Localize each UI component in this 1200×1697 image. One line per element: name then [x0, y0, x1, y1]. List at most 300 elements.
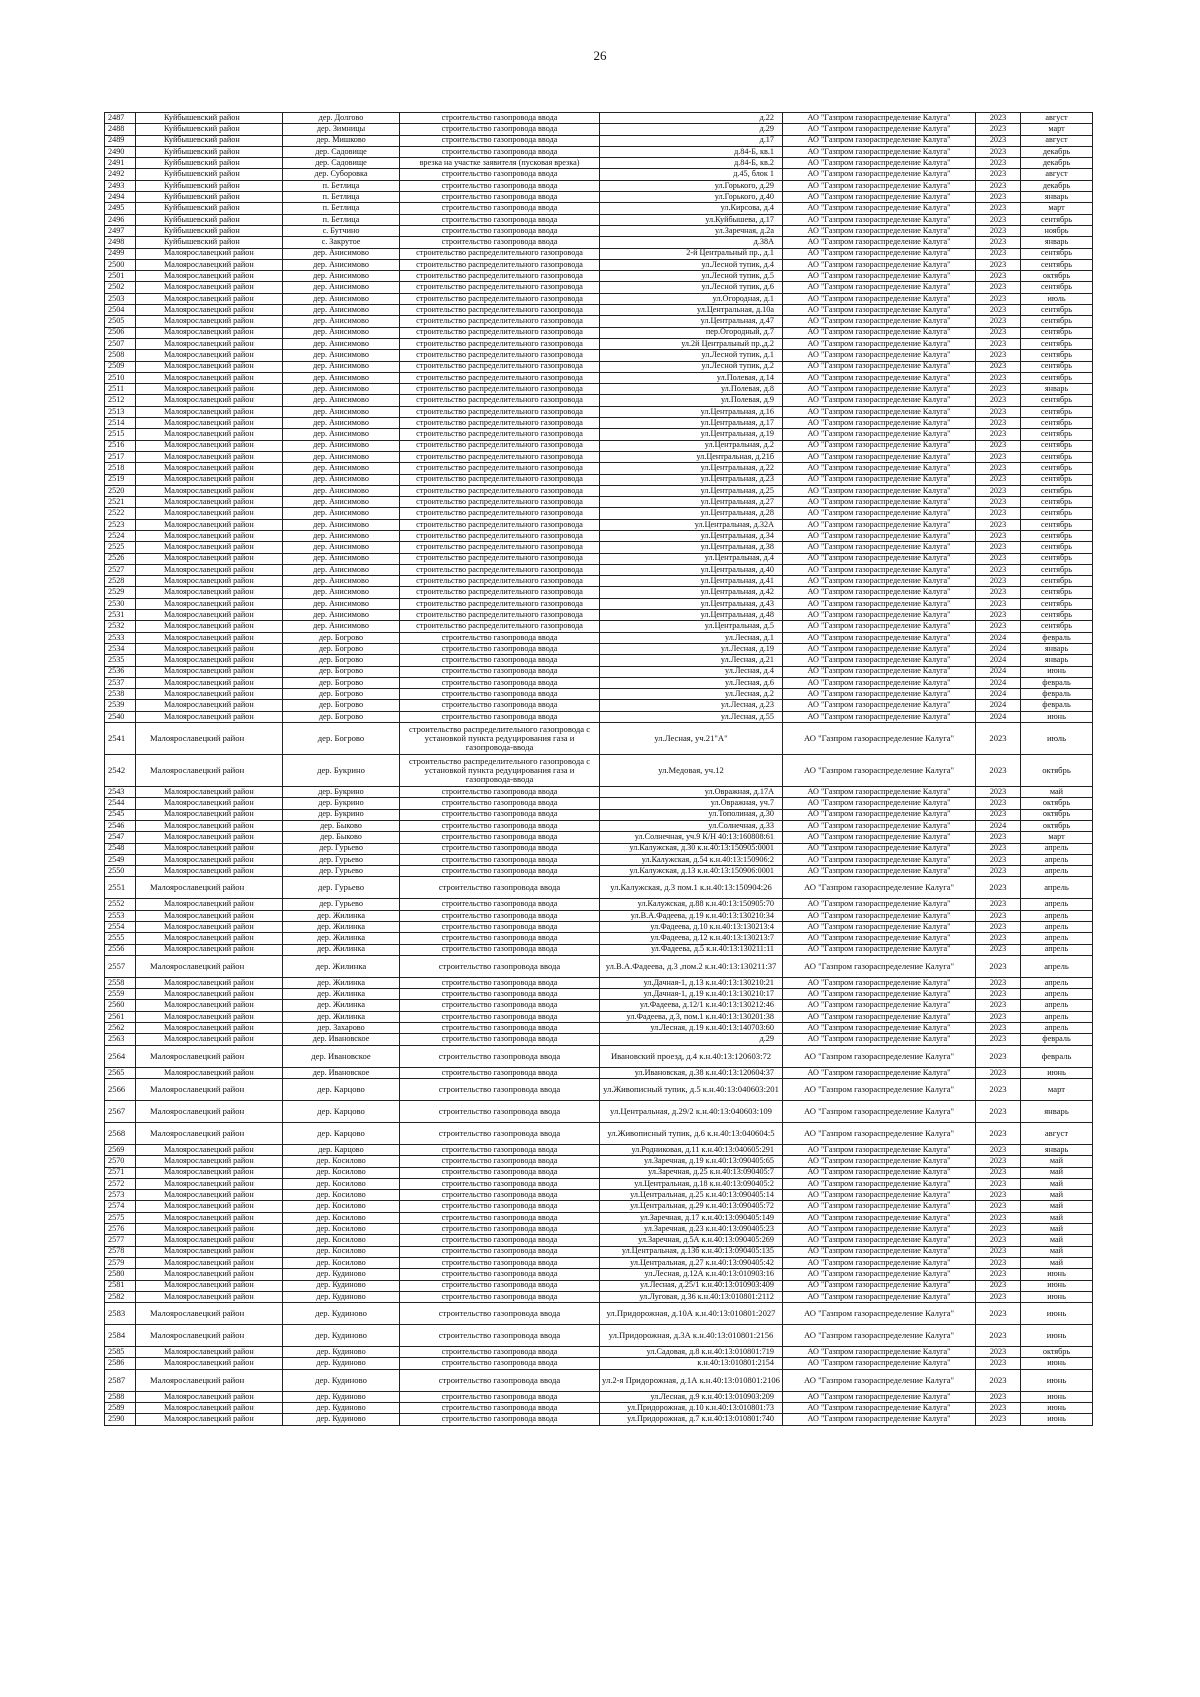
- settlement-cell: п. Бетлица: [283, 192, 400, 203]
- district-cell: Малоярославецкий район: [136, 485, 283, 496]
- year-cell: 2023: [976, 621, 1021, 632]
- month-cell: сентябрь: [1021, 542, 1093, 553]
- row-number-cell: 2586: [105, 1358, 136, 1369]
- table-row: [105, 361, 1093, 372]
- month-cell: июль: [1021, 723, 1093, 755]
- row-number-cell: 2564: [105, 1045, 136, 1067]
- settlement-cell: дер. Кудиново: [283, 1391, 400, 1402]
- organization-cell: АО "Газпром газораспределение Калуга": [783, 338, 976, 349]
- row-number-cell: 2554: [105, 922, 136, 933]
- table-row: [105, 1403, 1093, 1414]
- district-cell: Малоярославецкий район: [136, 259, 283, 270]
- year-cell: 2024: [976, 689, 1021, 700]
- year-cell: 2023: [976, 1156, 1021, 1167]
- table-row: [105, 406, 1093, 417]
- settlement-cell: дер. Косилово: [283, 1156, 400, 1167]
- district-cell: Малоярославецкий район: [136, 700, 283, 711]
- district-cell: Малоярославецкий район: [136, 798, 283, 809]
- month-cell: февраль: [1021, 1034, 1093, 1045]
- address-cell: д.45, блок 1: [600, 169, 783, 180]
- month-cell: сентябрь: [1021, 564, 1093, 575]
- district-cell: Малоярославецкий район: [136, 666, 283, 677]
- year-cell: 2023: [976, 395, 1021, 406]
- table-row: [105, 1067, 1093, 1078]
- organization-cell: АО "Газпром газораспределение Калуга": [783, 1212, 976, 1223]
- organization-cell: АО "Газпром газораспределение Калуга": [783, 1178, 976, 1189]
- row-number-cell: 2579: [105, 1257, 136, 1268]
- year-cell: 2023: [976, 384, 1021, 395]
- table-row: [105, 899, 1093, 910]
- address-cell: ул.Лесная, д.25/1 к.н.40:13:010903:409: [600, 1280, 783, 1291]
- work-type-cell: строительство распределительного газопровода: [400, 587, 600, 598]
- organization-cell: АО "Газпром газораспределение Калуга": [783, 711, 976, 722]
- month-cell: июнь: [1021, 1391, 1093, 1402]
- year-cell: 2023: [976, 1100, 1021, 1122]
- table-row: [105, 135, 1093, 146]
- table-row: [105, 508, 1093, 519]
- year-cell: 2023: [976, 485, 1021, 496]
- address-cell: д.84-Б, кв.1: [600, 146, 783, 157]
- month-cell: июнь: [1021, 1269, 1093, 1280]
- row-number-cell: 2542: [105, 755, 136, 787]
- address-cell: ул.Живописный тупик, д.6 к.н.40:13:040604:5: [600, 1122, 783, 1144]
- year-cell: 2023: [976, 1000, 1021, 1011]
- month-cell: сентябрь: [1021, 497, 1093, 508]
- month-cell: июнь: [1021, 1325, 1093, 1347]
- table-row: [105, 305, 1093, 316]
- work-type-cell: строительство распределительного газопровода: [400, 338, 600, 349]
- month-cell: сентябрь: [1021, 440, 1093, 451]
- year-cell: 2023: [976, 553, 1021, 564]
- month-cell: апрель: [1021, 877, 1093, 899]
- table-row: [105, 1011, 1093, 1022]
- work-type-cell: строительство газопровода ввода: [400, 866, 600, 877]
- work-type-cell: строительство газопровода ввода: [400, 854, 600, 865]
- row-number-cell: 2580: [105, 1269, 136, 1280]
- organization-cell: АО "Газпром газораспределение Калуга": [783, 542, 976, 553]
- month-cell: март: [1021, 203, 1093, 214]
- work-type-cell: строительство газопровода ввода: [400, 225, 600, 236]
- work-type-cell: строительство распределительного газопровода: [400, 305, 600, 316]
- year-cell: 2023: [976, 1347, 1021, 1358]
- settlement-cell: дер. Садовище: [283, 158, 400, 169]
- month-cell: июнь: [1021, 1280, 1093, 1291]
- organization-cell: АО "Газпром газораспределение Калуга": [783, 451, 976, 462]
- year-cell: 2023: [976, 350, 1021, 361]
- work-type-cell: строительство распределительного газопровода: [400, 451, 600, 462]
- year-cell: 2023: [976, 843, 1021, 854]
- organization-cell: АО "Газпром газораспределение Калуга": [783, 700, 976, 711]
- row-number-cell: 2521: [105, 497, 136, 508]
- year-cell: 2023: [976, 542, 1021, 553]
- district-cell: Малоярославецкий район: [136, 508, 283, 519]
- address-cell: ул.Полевая, д.9: [600, 395, 783, 406]
- month-cell: январь: [1021, 237, 1093, 248]
- settlement-cell: дер. Жилинка: [283, 1011, 400, 1022]
- row-number-cell: 2556: [105, 944, 136, 955]
- organization-cell: АО "Газпром газораспределение Калуга": [783, 1414, 976, 1425]
- month-cell: сентябрь: [1021, 327, 1093, 338]
- month-cell: май: [1021, 787, 1093, 798]
- organization-cell: АО "Газпром газораспределение Калуга": [783, 1156, 976, 1167]
- organization-cell: АО "Газпром газораспределение Калуга": [783, 271, 976, 282]
- district-cell: Малоярославецкий район: [136, 1122, 283, 1144]
- month-cell: июнь: [1021, 1403, 1093, 1414]
- table-row: [105, 1000, 1093, 1011]
- row-number-cell: 2496: [105, 214, 136, 225]
- row-number-cell: 2532: [105, 621, 136, 632]
- table-row: [105, 248, 1093, 259]
- address-cell: ул.Лесной тупик, д.2: [600, 361, 783, 372]
- row-number-cell: 2552: [105, 899, 136, 910]
- district-cell: Малоярославецкий район: [136, 677, 283, 688]
- organization-cell: АО "Газпром газораспределение Калуга": [783, 259, 976, 270]
- year-cell: 2023: [976, 271, 1021, 282]
- year-cell: 2024: [976, 632, 1021, 643]
- organization-cell: АО "Газпром газораспределение Калуга": [783, 158, 976, 169]
- row-number-cell: 2492: [105, 169, 136, 180]
- month-cell: сентябрь: [1021, 248, 1093, 259]
- settlement-cell: дер. Кудиново: [283, 1280, 400, 1291]
- organization-cell: АО "Газпром газораспределение Калуга": [783, 1011, 976, 1022]
- row-number-cell: 2517: [105, 451, 136, 462]
- settlement-cell: дер. Косилово: [283, 1235, 400, 1246]
- organization-cell: АО "Газпром газораспределение Калуга": [783, 1045, 976, 1067]
- settlement-cell: дер. Анисимово: [283, 271, 400, 282]
- year-cell: 2023: [976, 124, 1021, 135]
- table-row: [105, 820, 1093, 831]
- settlement-cell: дер. Анисимово: [283, 248, 400, 259]
- settlement-cell: дер. Букрино: [283, 787, 400, 798]
- district-cell: Куйбышевский район: [136, 146, 283, 157]
- table-body: [105, 113, 1093, 1426]
- address-cell: д.29: [600, 124, 783, 135]
- district-cell: Малоярославецкий район: [136, 338, 283, 349]
- row-number-cell: 2569: [105, 1144, 136, 1155]
- organization-cell: АО "Газпром газораспределение Калуга": [783, 632, 976, 643]
- year-cell: 2023: [976, 587, 1021, 598]
- year-cell: 2023: [976, 338, 1021, 349]
- month-cell: июнь: [1021, 1369, 1093, 1391]
- organization-cell: АО "Газпром газораспределение Калуга": [783, 1190, 976, 1201]
- work-type-cell: строительство газопровода ввода: [400, 877, 600, 899]
- table-row: [105, 1303, 1093, 1325]
- organization-cell: АО "Газпром газораспределение Калуга": [783, 361, 976, 372]
- district-cell: Малоярославецкий район: [136, 1347, 283, 1358]
- table-row: [105, 316, 1093, 327]
- row-number-cell: 2510: [105, 372, 136, 383]
- organization-cell: АО "Газпром газораспределение Калуга": [783, 877, 976, 899]
- organization-cell: АО "Газпром газораспределение Калуга": [783, 248, 976, 259]
- month-cell: сентябрь: [1021, 553, 1093, 564]
- row-number-cell: 2516: [105, 440, 136, 451]
- work-type-cell: строительство распределительного газопровода: [400, 519, 600, 530]
- table-row: [105, 798, 1093, 809]
- district-cell: Малоярославецкий район: [136, 327, 283, 338]
- settlement-cell: дер. Гурьево: [283, 899, 400, 910]
- year-cell: 2023: [976, 293, 1021, 304]
- table-row: [105, 1269, 1093, 1280]
- row-number-cell: 2536: [105, 666, 136, 677]
- address-cell: ул.2-я Придорожная, д.1А к.н.40:13:010801:2106: [600, 1369, 783, 1391]
- district-cell: Малоярославецкий район: [136, 1325, 283, 1347]
- row-number-cell: 2550: [105, 866, 136, 877]
- district-cell: Куйбышевский район: [136, 237, 283, 248]
- district-cell: Малоярославецкий район: [136, 305, 283, 316]
- month-cell: апрель: [1021, 866, 1093, 877]
- settlement-cell: дер. Долгово: [283, 113, 400, 124]
- settlement-cell: дер. Кудиново: [283, 1269, 400, 1280]
- organization-cell: АО "Газпром газораспределение Калуга": [783, 621, 976, 632]
- address-cell: ул.Солнечная, уч.9 К/Н 40:13:160808:61: [600, 832, 783, 843]
- work-type-cell: строительство газопровода ввода: [400, 933, 600, 944]
- table-row: [105, 755, 1093, 787]
- row-number-cell: 2582: [105, 1291, 136, 1302]
- table-row: [105, 843, 1093, 854]
- settlement-cell: дер. Карцово: [283, 1078, 400, 1100]
- address-cell: ул.Придорожная, д.10 к.н.40:13:010801:73: [600, 1403, 783, 1414]
- settlement-cell: дер. Кудиново: [283, 1347, 400, 1358]
- address-cell: ул.Лесная, д.6: [600, 677, 783, 688]
- work-type-cell: строительство распределительного газопровода: [400, 418, 600, 429]
- month-cell: март: [1021, 832, 1093, 843]
- settlement-cell: дер. Кудиново: [283, 1358, 400, 1369]
- address-cell: ул.Фадеева, д.10 к.н.40:13:130213:4: [600, 922, 783, 933]
- organization-cell: АО "Газпром газораспределение Калуга": [783, 406, 976, 417]
- row-number-cell: 2511: [105, 384, 136, 395]
- month-cell: апрель: [1021, 1023, 1093, 1034]
- work-type-cell: строительство газопровода ввода: [400, 711, 600, 722]
- year-cell: 2023: [976, 1414, 1021, 1425]
- row-number-cell: 2520: [105, 485, 136, 496]
- district-cell: Малоярославецкий район: [136, 1269, 283, 1280]
- settlement-cell: дер. Захарово: [283, 1023, 400, 1034]
- settlement-cell: дер. Анисимово: [283, 429, 400, 440]
- address-cell: ул.Медовая, уч.12: [600, 755, 783, 787]
- settlement-cell: дер. Букрино: [283, 755, 400, 787]
- year-cell: 2023: [976, 327, 1021, 338]
- district-cell: Малоярославецкий район: [136, 564, 283, 575]
- row-number-cell: 2546: [105, 820, 136, 831]
- organization-cell: АО "Газпром газораспределение Калуга": [783, 1122, 976, 1144]
- address-cell: ул.Лесная, д.4: [600, 666, 783, 677]
- row-number-cell: 2504: [105, 305, 136, 316]
- address-cell: ул.Центральная, д.2: [600, 440, 783, 451]
- address-cell: ул.Солнечная, д.33: [600, 820, 783, 831]
- address-cell: ул.Луговая, д.36 к.н.40:13:010801:2112: [600, 1291, 783, 1302]
- table-row: [105, 146, 1093, 157]
- month-cell: май: [1021, 1156, 1093, 1167]
- row-number-cell: 2543: [105, 787, 136, 798]
- row-number-cell: 2509: [105, 361, 136, 372]
- organization-cell: АО "Газпром газораспределение Калуга": [783, 372, 976, 383]
- organization-cell: АО "Газпром газораспределение Калуга": [783, 1246, 976, 1257]
- row-number-cell: 2533: [105, 632, 136, 643]
- month-cell: сентябрь: [1021, 429, 1093, 440]
- year-cell: 2023: [976, 1122, 1021, 1144]
- row-number-cell: 2539: [105, 700, 136, 711]
- settlement-cell: дер. Косилово: [283, 1167, 400, 1178]
- year-cell: 2023: [976, 1358, 1021, 1369]
- work-type-cell: строительство газопровода ввода: [400, 809, 600, 820]
- month-cell: май: [1021, 1167, 1093, 1178]
- row-number-cell: 2567: [105, 1100, 136, 1122]
- year-cell: 2023: [976, 372, 1021, 383]
- address-cell: ул.Дачная-1, д.19 к.н.40:13:130210:17: [600, 989, 783, 1000]
- row-number-cell: 2495: [105, 203, 136, 214]
- organization-cell: АО "Газпром газораспределение Калуга": [783, 809, 976, 820]
- organization-cell: АО "Газпром газораспределение Калуга": [783, 899, 976, 910]
- district-cell: Малоярославецкий район: [136, 372, 283, 383]
- month-cell: сентябрь: [1021, 214, 1093, 225]
- row-number-cell: 2575: [105, 1212, 136, 1223]
- month-cell: апрель: [1021, 977, 1093, 988]
- address-cell: ул.Овражная, уч.7: [600, 798, 783, 809]
- table-row: [105, 1144, 1093, 1155]
- table-row: [105, 463, 1093, 474]
- organization-cell: АО "Газпром газораспределение Калуга": [783, 1369, 976, 1391]
- settlement-cell: дер. Анисимово: [283, 282, 400, 293]
- row-number-cell: 2577: [105, 1235, 136, 1246]
- settlement-cell: дер. Анисимово: [283, 610, 400, 621]
- month-cell: май: [1021, 1246, 1093, 1257]
- work-type-cell: строительство газопровода ввода: [400, 1369, 600, 1391]
- year-cell: 2023: [976, 282, 1021, 293]
- district-cell: Малоярославецкий район: [136, 1403, 283, 1414]
- row-number-cell: 2576: [105, 1224, 136, 1235]
- work-type-cell: строительство газопровода ввода: [400, 1034, 600, 1045]
- organization-cell: АО "Газпром газораспределение Калуга": [783, 1023, 976, 1034]
- month-cell: декабрь: [1021, 158, 1093, 169]
- work-type-cell: строительство распределительного газопровода: [400, 553, 600, 564]
- work-type-cell: строительство газопровода ввода: [400, 632, 600, 643]
- settlement-cell: дер. Анисимово: [283, 564, 400, 575]
- month-cell: декабрь: [1021, 146, 1093, 157]
- address-cell: ул.Центральная, д.42: [600, 587, 783, 598]
- table-row: [105, 1156, 1093, 1167]
- address-cell: ул.В.А.Фадеева, д.19 к.н.40:13:130210:34: [600, 910, 783, 921]
- address-cell: ул.Родниковая, д.11 к.н.40:13:040605:291: [600, 1144, 783, 1155]
- table-row: [105, 237, 1093, 248]
- row-number-cell: 2507: [105, 338, 136, 349]
- work-type-cell: строительство газопровода ввода: [400, 124, 600, 135]
- month-cell: апрель: [1021, 1011, 1093, 1022]
- table-row: [105, 787, 1093, 798]
- address-cell: ул.Центральная, д.32А: [600, 519, 783, 530]
- month-cell: сентябрь: [1021, 350, 1093, 361]
- organization-cell: АО "Газпром газораспределение Калуга": [783, 576, 976, 587]
- year-cell: 2024: [976, 643, 1021, 654]
- year-cell: 2023: [976, 451, 1021, 462]
- district-cell: Малоярославецкий район: [136, 542, 283, 553]
- address-cell: ул.Центральная, д.4: [600, 553, 783, 564]
- row-number-cell: 2574: [105, 1201, 136, 1212]
- row-number-cell: 2584: [105, 1325, 136, 1347]
- work-type-cell: строительство газопровода ввода: [400, 922, 600, 933]
- address-cell: ул.Садовая, д.8 к.н.40:13:010801:719: [600, 1347, 783, 1358]
- address-cell: ул.Заречная, д.25 к.н.40:13:090405:7: [600, 1167, 783, 1178]
- settlement-cell: дер. Гурьево: [283, 866, 400, 877]
- table-row: [105, 1201, 1093, 1212]
- table-row: [105, 655, 1093, 666]
- settlement-cell: дер. Косилово: [283, 1178, 400, 1189]
- address-cell: ул.Заречная, д.23 к.н.40:13:090405:23: [600, 1224, 783, 1235]
- year-cell: 2023: [976, 832, 1021, 843]
- district-cell: Малоярославецкий район: [136, 1023, 283, 1034]
- work-type-cell: строительство газопровода ввода: [400, 1325, 600, 1347]
- settlement-cell: дер. Кудиново: [283, 1414, 400, 1425]
- settlement-cell: дер. Богрово: [283, 711, 400, 722]
- month-cell: сентябрь: [1021, 259, 1093, 270]
- table-row: [105, 395, 1093, 406]
- registry-table: [104, 112, 1093, 1426]
- row-number-cell: 2578: [105, 1246, 136, 1257]
- settlement-cell: дер. Анисимово: [283, 361, 400, 372]
- row-number-cell: 2549: [105, 854, 136, 865]
- row-number-cell: 2530: [105, 598, 136, 609]
- table-row: [105, 271, 1093, 282]
- district-cell: Малоярославецкий район: [136, 1201, 283, 1212]
- address-cell: д.29: [600, 1034, 783, 1045]
- district-cell: Малоярославецкий район: [136, 922, 283, 933]
- address-cell: ул.Центральная, д.38: [600, 542, 783, 553]
- district-cell: Малоярославецкий район: [136, 418, 283, 429]
- table-row: [105, 1212, 1093, 1223]
- table-row: [105, 169, 1093, 180]
- year-cell: 2023: [976, 866, 1021, 877]
- work-type-cell: строительство распределительного газопровода: [400, 384, 600, 395]
- table-row: [105, 944, 1093, 955]
- settlement-cell: дер. Ивановское: [283, 1034, 400, 1045]
- work-type-cell: строительство газопровода ввода: [400, 237, 600, 248]
- work-type-cell: строительство газопровода ввода: [400, 1269, 600, 1280]
- work-type-cell: строительство газопровода ввода: [400, 113, 600, 124]
- settlement-cell: дер. Анисимово: [283, 497, 400, 508]
- address-cell: ул.Куйбышева, д.17: [600, 214, 783, 225]
- work-type-cell: строительство распределительного газопровода: [400, 564, 600, 575]
- district-cell: Малоярославецкий район: [136, 632, 283, 643]
- address-cell: ул.Горького, д.29: [600, 180, 783, 191]
- row-number-cell: 2528: [105, 576, 136, 587]
- work-type-cell: строительство газопровода ввода: [400, 1280, 600, 1291]
- district-cell: Куйбышевский район: [136, 225, 283, 236]
- year-cell: 2023: [976, 1291, 1021, 1302]
- address-cell: д.17: [600, 135, 783, 146]
- address-cell: ул.Центральная, д.47: [600, 316, 783, 327]
- district-cell: Малоярославецкий район: [136, 711, 283, 722]
- district-cell: Малоярославецкий район: [136, 1100, 283, 1122]
- table-row: [105, 1190, 1093, 1201]
- district-cell: Малоярославецкий район: [136, 440, 283, 451]
- month-cell: сентябрь: [1021, 463, 1093, 474]
- row-number-cell: 2565: [105, 1067, 136, 1078]
- table-row: [105, 1414, 1093, 1425]
- month-cell: апрель: [1021, 933, 1093, 944]
- month-cell: апрель: [1021, 854, 1093, 865]
- year-cell: 2023: [976, 564, 1021, 575]
- district-cell: Малоярославецкий район: [136, 854, 283, 865]
- settlement-cell: дер. Гурьево: [283, 843, 400, 854]
- settlement-cell: дер. Косилово: [283, 1212, 400, 1223]
- organization-cell: АО "Газпром газораспределение Калуга": [783, 854, 976, 865]
- organization-cell: АО "Газпром газораспределение Калуга": [783, 1201, 976, 1212]
- settlement-cell: дер. Анисимово: [283, 530, 400, 541]
- month-cell: октябрь: [1021, 755, 1093, 787]
- table-row: [105, 643, 1093, 654]
- settlement-cell: дер. Суборовка: [283, 169, 400, 180]
- work-type-cell: строительство распределительного газопровода: [400, 576, 600, 587]
- month-cell: январь: [1021, 192, 1093, 203]
